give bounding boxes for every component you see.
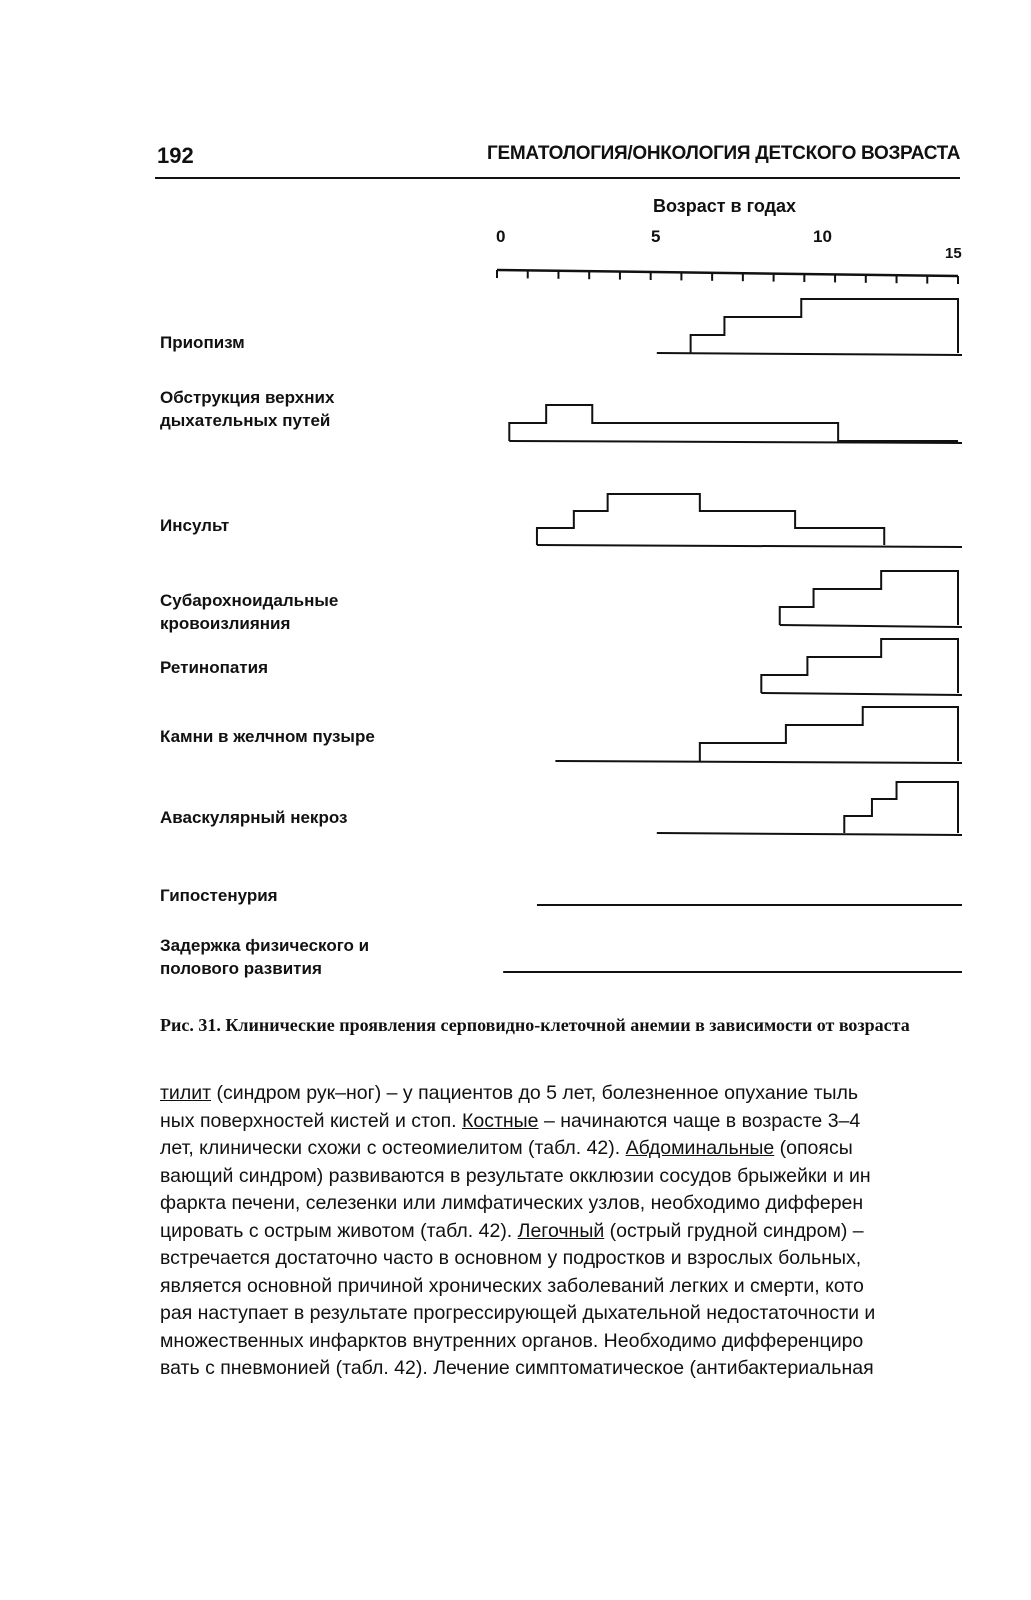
row-baseline bbox=[537, 545, 962, 547]
row-label-gallstones: Камни в желчном пузыре bbox=[160, 727, 375, 746]
row-frequency-steps bbox=[691, 299, 958, 353]
text-segment: вать с пневмонией (табл. 42). Лечение симптоматическое (антибактериальная bbox=[160, 1357, 874, 1379]
body-text bbox=[160, 1080, 970, 1383]
tick-label-0: 0 bbox=[496, 227, 506, 246]
row-baseline bbox=[780, 625, 962, 627]
row-frequency-steps bbox=[700, 707, 958, 761]
text-line bbox=[160, 1328, 970, 1356]
text-segment: встречается достаточно часто в основном у подростков и взрослых больных, bbox=[160, 1247, 862, 1269]
row-frequency-steps bbox=[537, 494, 884, 545]
text-line bbox=[160, 1135, 970, 1163]
row-baseline bbox=[761, 693, 962, 695]
row-frequency-steps bbox=[780, 571, 958, 625]
row-label-avascular-necrosis: Аваскулярный некроз bbox=[160, 808, 348, 827]
text-line bbox=[160, 1108, 970, 1136]
text-line bbox=[160, 1163, 970, 1191]
text-segment: (острый грудной синдром) – bbox=[604, 1219, 864, 1242]
underlined-term: тилит bbox=[160, 1082, 212, 1104]
text-segment: ных поверхностей кистей и стоп. bbox=[160, 1109, 463, 1132]
row-frequency-steps bbox=[761, 639, 958, 693]
text-line bbox=[160, 1300, 970, 1328]
text-segment: лет, клинически схожи с остеомиелитом (табл. 42). bbox=[160, 1137, 626, 1159]
text-segment: (синдром рук–ног) – у пациентов до 5 лет, болезненное опухание тыль bbox=[211, 1082, 859, 1104]
text-segment: множественных инфарктов внутренних органов. Необходимо дифференциро bbox=[160, 1329, 864, 1352]
text-segment: фаркта печени, селезенки или лимфатических узлов, необходимо дифферен bbox=[160, 1192, 864, 1214]
text-segment: рая наступает в результате прогрессирующей дыхательной недостаточности и bbox=[160, 1302, 876, 1324]
tick-label-5: 5 bbox=[651, 227, 661, 246]
text-segment: – начинаются чаще в возрасте 3–4 bbox=[538, 1109, 861, 1132]
axis-title: Возраст в годах bbox=[653, 196, 797, 216]
row-label-retinopathy: Ретинопатия bbox=[160, 658, 268, 677]
page-number: 192 bbox=[157, 143, 194, 168]
row-label-growth-delay: Задержка физического и полового развития bbox=[160, 936, 370, 978]
underlined-term: Легочный bbox=[517, 1219, 605, 1242]
text-line bbox=[160, 1218, 970, 1246]
row-label-airway-obstruction: Обструкция верхних дыхательных путей bbox=[160, 388, 335, 430]
text-segment: (опоясы bbox=[774, 1137, 853, 1159]
row-label-priapism: Приопизм bbox=[160, 333, 245, 352]
figure-caption: Рис. 31. Клинические проявления серповидно-клеточной анемии в зависимости от возраста bbox=[160, 1015, 910, 1035]
text-line bbox=[160, 1355, 970, 1383]
underlined-term: Абдоминальные bbox=[625, 1137, 775, 1159]
row-label-hyposthenuria: Гипостенурия bbox=[160, 886, 278, 905]
row-label-subarachnoid-hemorrhage: Субарохноидальные кровоизлияния bbox=[160, 591, 339, 633]
age-axis-line bbox=[497, 270, 958, 276]
text-line bbox=[160, 1245, 970, 1273]
text-line bbox=[160, 1080, 970, 1108]
underlined-term: Костные bbox=[462, 1109, 539, 1132]
text-segment: цировать с острым животом (табл. 42). bbox=[160, 1219, 518, 1242]
row-frequency-steps bbox=[509, 405, 958, 441]
row-frequency-steps bbox=[844, 782, 958, 833]
row-label-stroke: Инсульт bbox=[160, 516, 230, 535]
running-title: ГЕМАТОЛОГИЯ/ОНКОЛОГИЯ ДЕТСКОГО ВОЗРАСТА bbox=[487, 143, 961, 164]
row-baseline bbox=[657, 833, 962, 835]
row-baseline bbox=[555, 761, 962, 763]
text-segment: является основной причиной хронических заболеваний легких и смерти, кото bbox=[160, 1274, 864, 1297]
text-line bbox=[160, 1190, 970, 1218]
row-baseline bbox=[657, 353, 962, 355]
tick-label-15: 15 bbox=[945, 245, 962, 262]
text-segment: вающий синдром) развиваются в результате окклюзии сосудов брыжейки и ин bbox=[160, 1164, 871, 1187]
text-line bbox=[160, 1273, 970, 1301]
tick-label-10: 10 bbox=[813, 227, 832, 246]
